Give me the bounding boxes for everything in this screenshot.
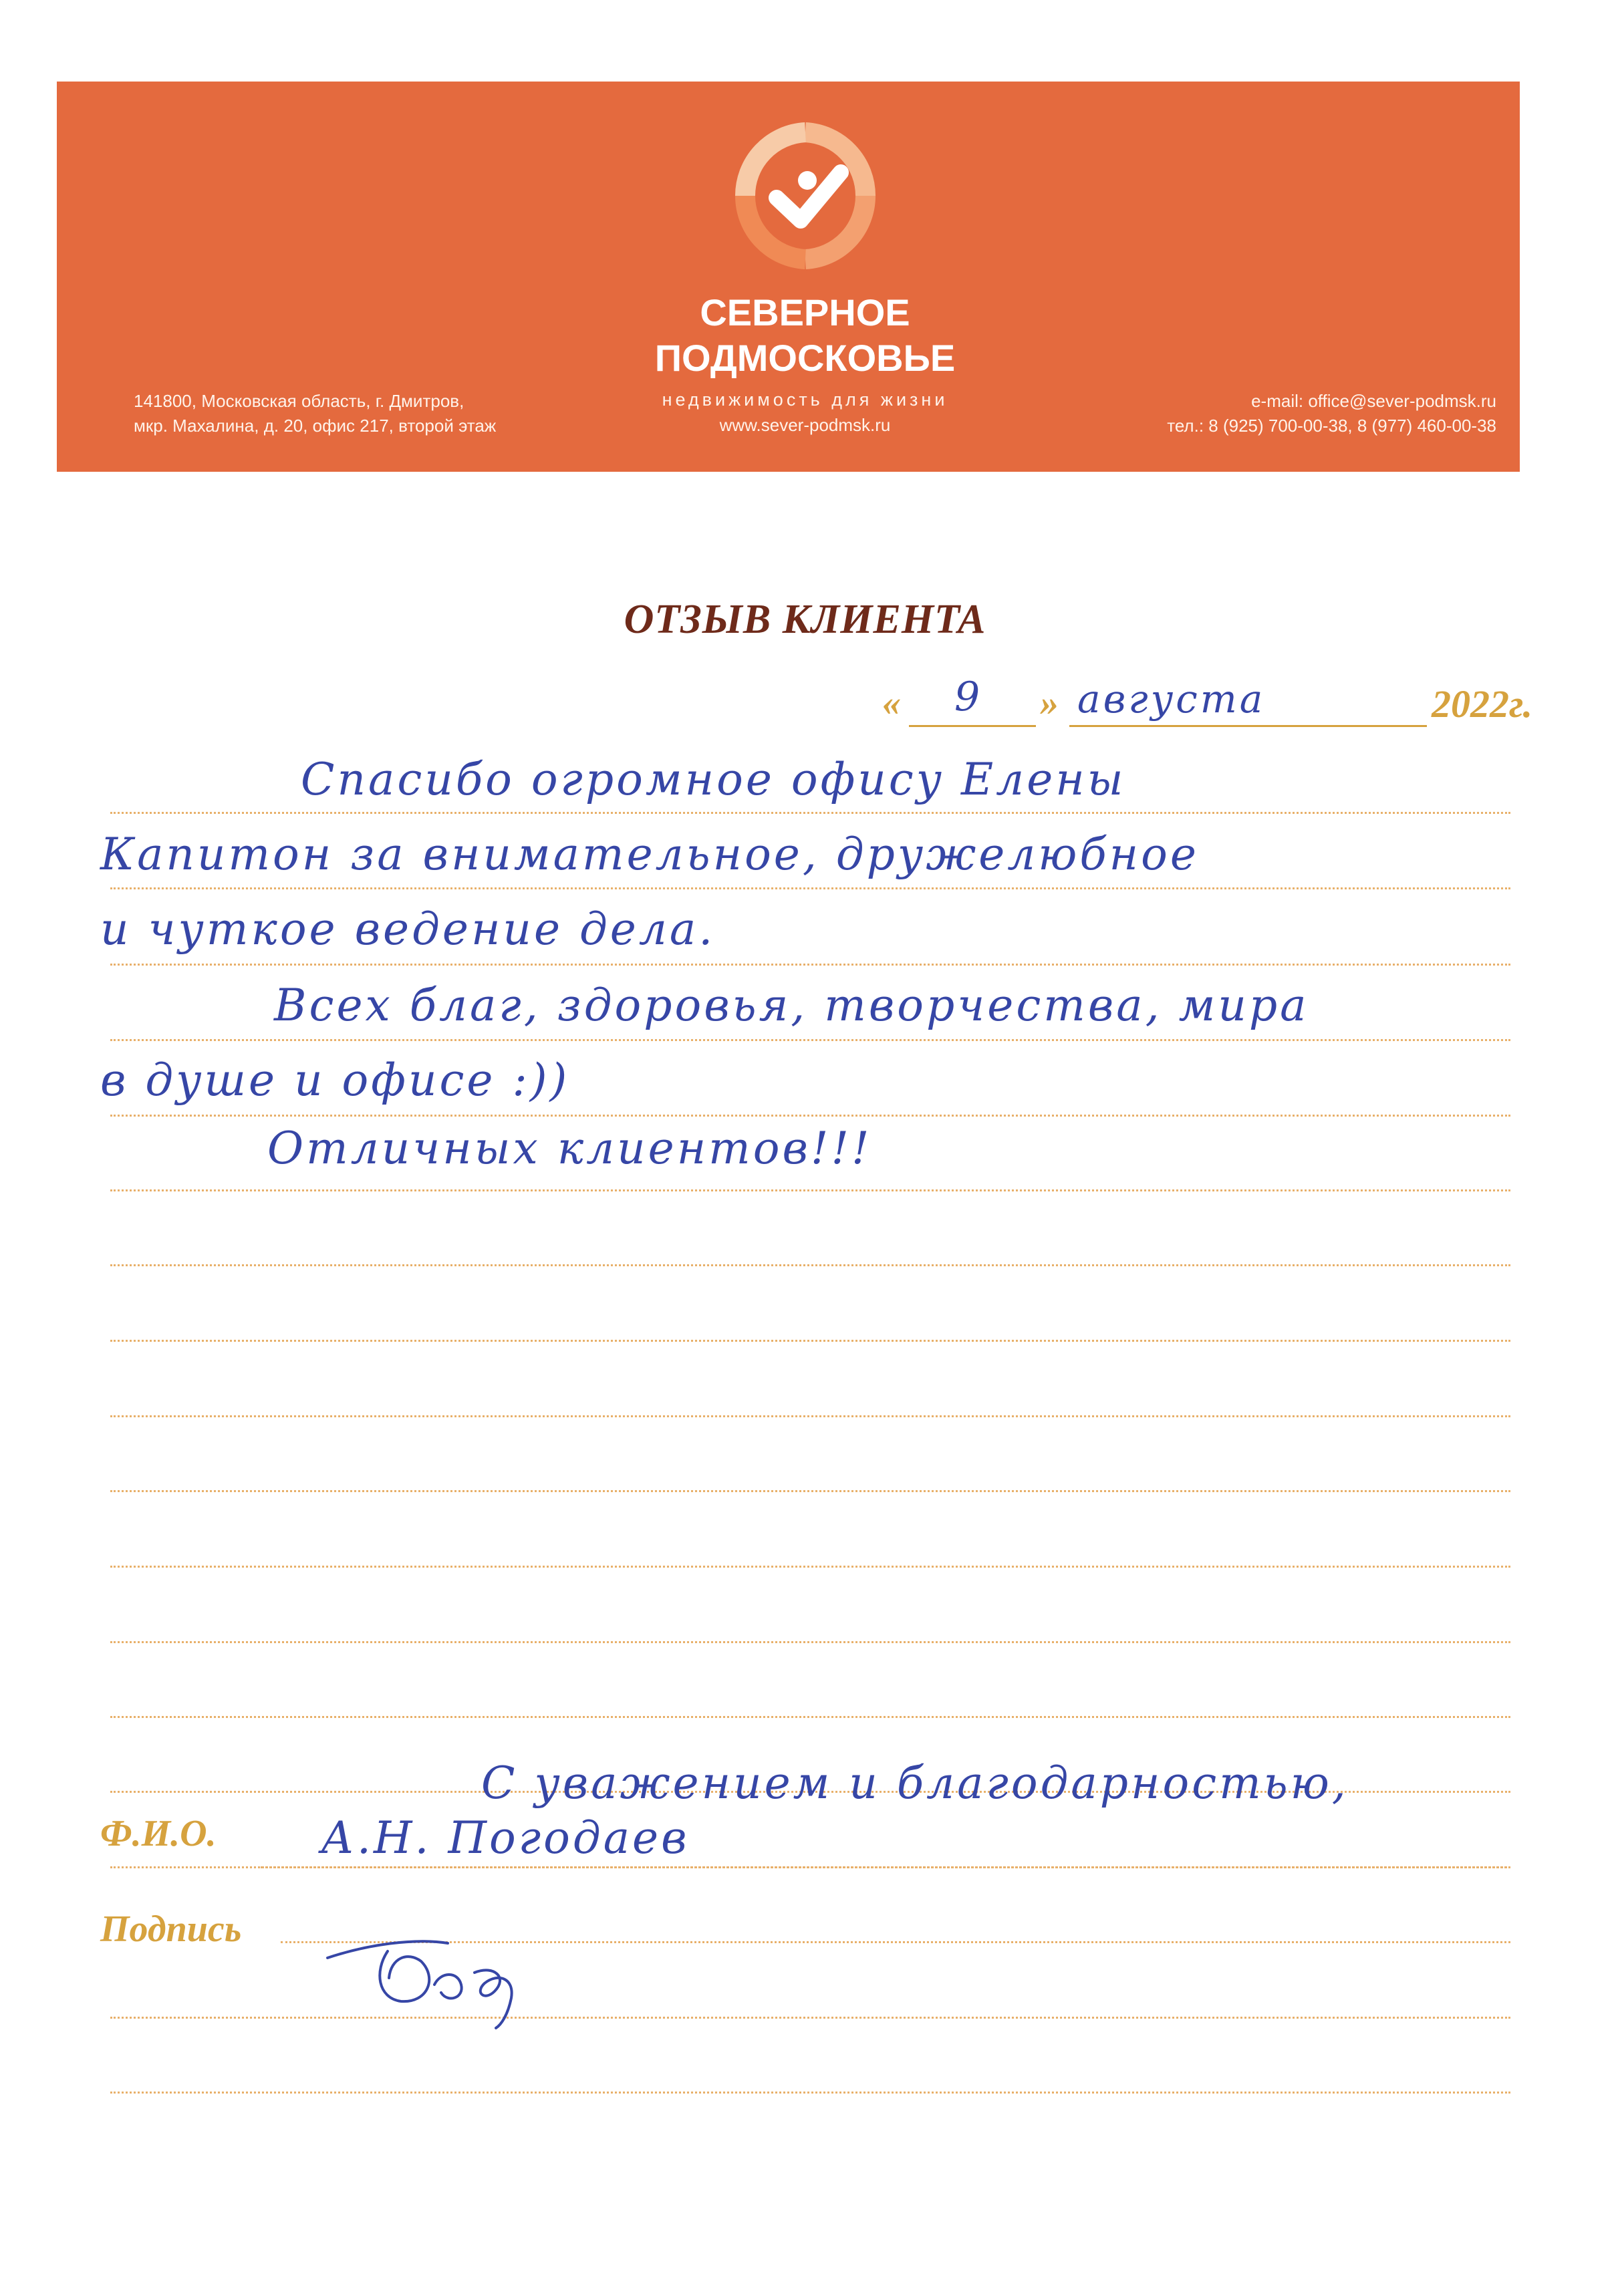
ruled-line bbox=[110, 1340, 1510, 1342]
message-line-2: Капитон за внимательное, дружелюбное bbox=[100, 829, 1199, 880]
ruled-line bbox=[110, 1415, 1510, 1417]
message-line-3: и чуткое ведение дела. bbox=[100, 903, 716, 955]
date-month: августа bbox=[1077, 676, 1266, 722]
ruled-line bbox=[110, 1641, 1510, 1643]
ruled-line bbox=[110, 964, 1510, 966]
message-line-4: Всех благ, здоровья, творчества, мира bbox=[274, 980, 1309, 1031]
address-line2: мкр. Махалина, д. 20, офис 217, второй этаж bbox=[134, 416, 497, 436]
date-open-quote: « bbox=[882, 682, 901, 724]
ruled-line bbox=[110, 1039, 1510, 1041]
name-underline bbox=[261, 1866, 1510, 1868]
ruled-line bbox=[110, 1115, 1510, 1117]
ruled-line bbox=[110, 1189, 1510, 1191]
ruled-line bbox=[110, 887, 1510, 889]
signature-label: Подпись bbox=[100, 1908, 242, 1950]
message-line-6: Отличных клиентов!!! bbox=[267, 1123, 872, 1174]
website-link[interactable]: www.sever-podmsk.ru bbox=[719, 415, 891, 435]
name-label: Ф.И.О. bbox=[100, 1813, 217, 1854]
address-line1: 141800, Московская область, г. Дмитров, bbox=[134, 391, 464, 411]
form-title: ОТЗЫВ КЛИЕНТА bbox=[624, 597, 986, 642]
message-line-5: в душе и офисе :)) bbox=[100, 1054, 570, 1106]
phone-contact: тел.: 8 (925) 700-00-38, 8 (977) 460-00-38 bbox=[1167, 416, 1496, 436]
email-contact[interactable]: e-mail: office@sever-podmsk.ru bbox=[1251, 391, 1496, 411]
company-logo-icon bbox=[728, 119, 882, 273]
brand-tagline: недвижимость для жизни bbox=[662, 390, 948, 410]
date-day: 9 bbox=[954, 674, 983, 720]
date-year: 2022г. bbox=[1432, 682, 1533, 726]
message-line-1: Спасибо огромное офису Елены bbox=[301, 754, 1126, 805]
brand-name-line1: СЕВЕРНОЕ bbox=[700, 291, 910, 333]
ruled-line bbox=[110, 812, 1510, 814]
closing-line: С уважением и благодарностью, bbox=[481, 1757, 1349, 1809]
client-name: А.Н. Погодаев bbox=[321, 1812, 690, 1864]
month-underline bbox=[1069, 725, 1427, 727]
ruled-line bbox=[110, 1566, 1510, 1568]
day-underline bbox=[909, 725, 1036, 727]
ruled-line bbox=[110, 1716, 1510, 1718]
ruled-line bbox=[110, 1490, 1510, 1492]
brand-name-line2: ПОДМОСКОВЬЕ bbox=[654, 337, 956, 379]
handwritten-signature bbox=[314, 1931, 555, 2031]
date-close-quote: » bbox=[1040, 682, 1059, 724]
ruled-line bbox=[110, 2092, 1510, 2094]
ruled-line bbox=[110, 1264, 1510, 1266]
